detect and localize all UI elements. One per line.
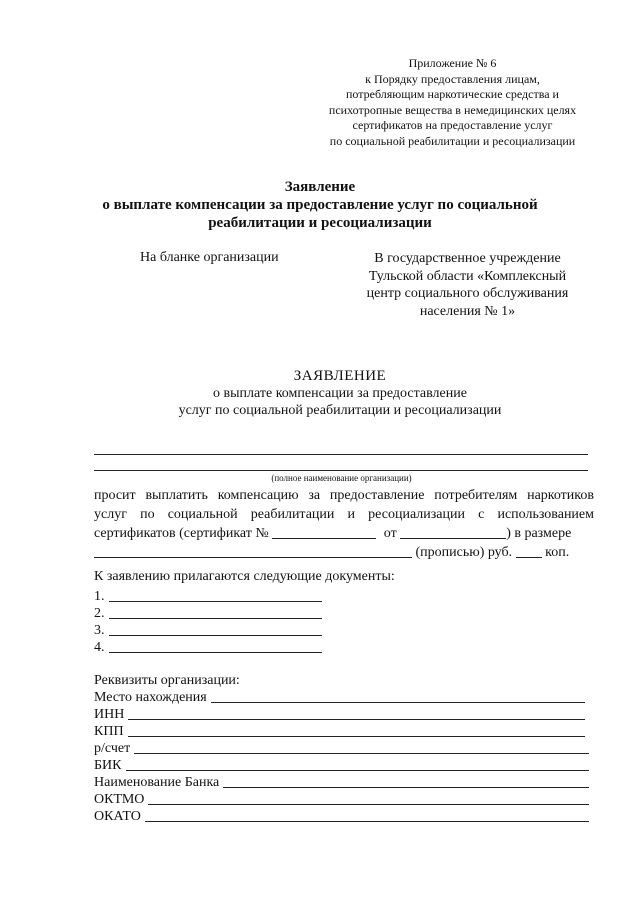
kopecks-label: коп. xyxy=(545,545,570,560)
addressee-line: центр социального обслуживания xyxy=(366,286,569,301)
requisite-row xyxy=(94,808,589,825)
addressee-block xyxy=(340,250,595,320)
subtitle-line: о выплате компенсации за предоставление xyxy=(213,386,467,401)
certificate-date-field[interactable] xyxy=(400,524,506,539)
annex-block xyxy=(300,56,605,149)
document-number: 4. xyxy=(94,640,105,655)
oktmo-field[interactable] xyxy=(148,791,589,805)
request-line: услуг по социальной реабилитации и ресоциализации с использованием xyxy=(94,507,594,522)
kopecks-field[interactable] xyxy=(516,543,542,558)
heading-line: о выплате компенсации за предоставление услуг по социальной xyxy=(102,197,538,213)
annex-line: по социальной реабилитации и ресоциализации xyxy=(329,133,576,148)
document-field[interactable] xyxy=(109,621,322,636)
org-name-line[interactable] xyxy=(94,454,588,455)
requisites-heading: Реквизиты организации: xyxy=(94,673,240,688)
request-line: просит выплатить компенсацию за предоставление потребителям наркотиков xyxy=(94,488,594,503)
annex-line: потребляющим наркотические средства и xyxy=(346,87,559,101)
heading-line: Заявление xyxy=(284,179,356,195)
requisite-row xyxy=(94,791,589,808)
requisite-row xyxy=(94,689,585,706)
form-title: ЗАЯВЛЕНИЕ xyxy=(293,368,387,384)
blank-note: На бланке организации xyxy=(140,250,279,265)
addressee-line: В государственное учреждение xyxy=(374,251,561,266)
requisite-label: БИК xyxy=(94,758,122,773)
requisite-label: ОКАТО xyxy=(94,809,141,824)
requisite-row xyxy=(94,774,589,791)
document-field[interactable] xyxy=(109,638,322,653)
addressee-line: Тульской области «Комплексный xyxy=(368,268,567,284)
requisite-label: КПП xyxy=(94,724,124,739)
requisite-row xyxy=(94,740,589,757)
subtitle-line: услуг по социальной реабилитации и ресоциализации xyxy=(178,403,502,418)
requisite-row xyxy=(94,723,585,740)
inn-field[interactable] xyxy=(128,706,585,720)
requisite-label: р/счет xyxy=(94,741,131,756)
annex-line: сертификатов на предоставление услуг xyxy=(352,118,553,132)
amount-label: ) в размере xyxy=(506,526,572,541)
heading-line: реабилитации и ресоциализации xyxy=(208,215,432,231)
requisite-row xyxy=(94,706,585,723)
document-item xyxy=(94,587,322,605)
location-field[interactable] xyxy=(211,689,585,703)
request-paragraph xyxy=(94,486,594,562)
org-name-caption: (полное наименование организации) xyxy=(271,473,412,483)
document-field[interactable] xyxy=(109,587,322,602)
documents-heading: К заявлению прилагаются следующие документы: xyxy=(94,569,395,584)
request-line-4 xyxy=(94,543,594,562)
requisite-label: Место нахождения xyxy=(94,690,207,705)
requisite-row xyxy=(94,757,589,774)
rubles-label: (прописью) руб. xyxy=(415,545,513,560)
request-line-3 xyxy=(94,524,594,543)
requisite-label: ОКТМО xyxy=(94,792,145,807)
document-heading xyxy=(80,178,560,232)
form-subtitle xyxy=(100,385,580,419)
okato-field[interactable] xyxy=(145,808,589,822)
requisite-label: Наименование Банка xyxy=(94,775,220,790)
bank-name-field[interactable] xyxy=(223,774,589,788)
annex-line: к Порядку предоставления лицам, xyxy=(365,71,540,86)
addressee-line: населения № 1» xyxy=(419,303,516,319)
certificate-number-field[interactable] xyxy=(272,524,376,539)
document-item xyxy=(94,621,322,639)
bik-field[interactable] xyxy=(126,757,590,771)
document-item xyxy=(94,604,322,622)
annex-line: психотропные вещества в немедицинских целях xyxy=(328,102,577,117)
document-field[interactable] xyxy=(109,604,322,619)
document-number: 2. xyxy=(94,606,105,621)
requisite-label: ИНН xyxy=(94,707,125,722)
kpp-field[interactable] xyxy=(128,723,585,737)
account-field[interactable] xyxy=(134,740,589,754)
certificate-label: сертификатов (сертификат № xyxy=(94,526,269,541)
amount-words-field[interactable] xyxy=(94,543,412,558)
annex-line: Приложение № 6 xyxy=(408,56,497,70)
org-name-line[interactable] xyxy=(94,470,588,471)
date-label: от xyxy=(383,526,397,541)
document-number: 3. xyxy=(94,623,105,638)
document-number: 1. xyxy=(94,589,105,604)
document-item xyxy=(94,638,322,656)
